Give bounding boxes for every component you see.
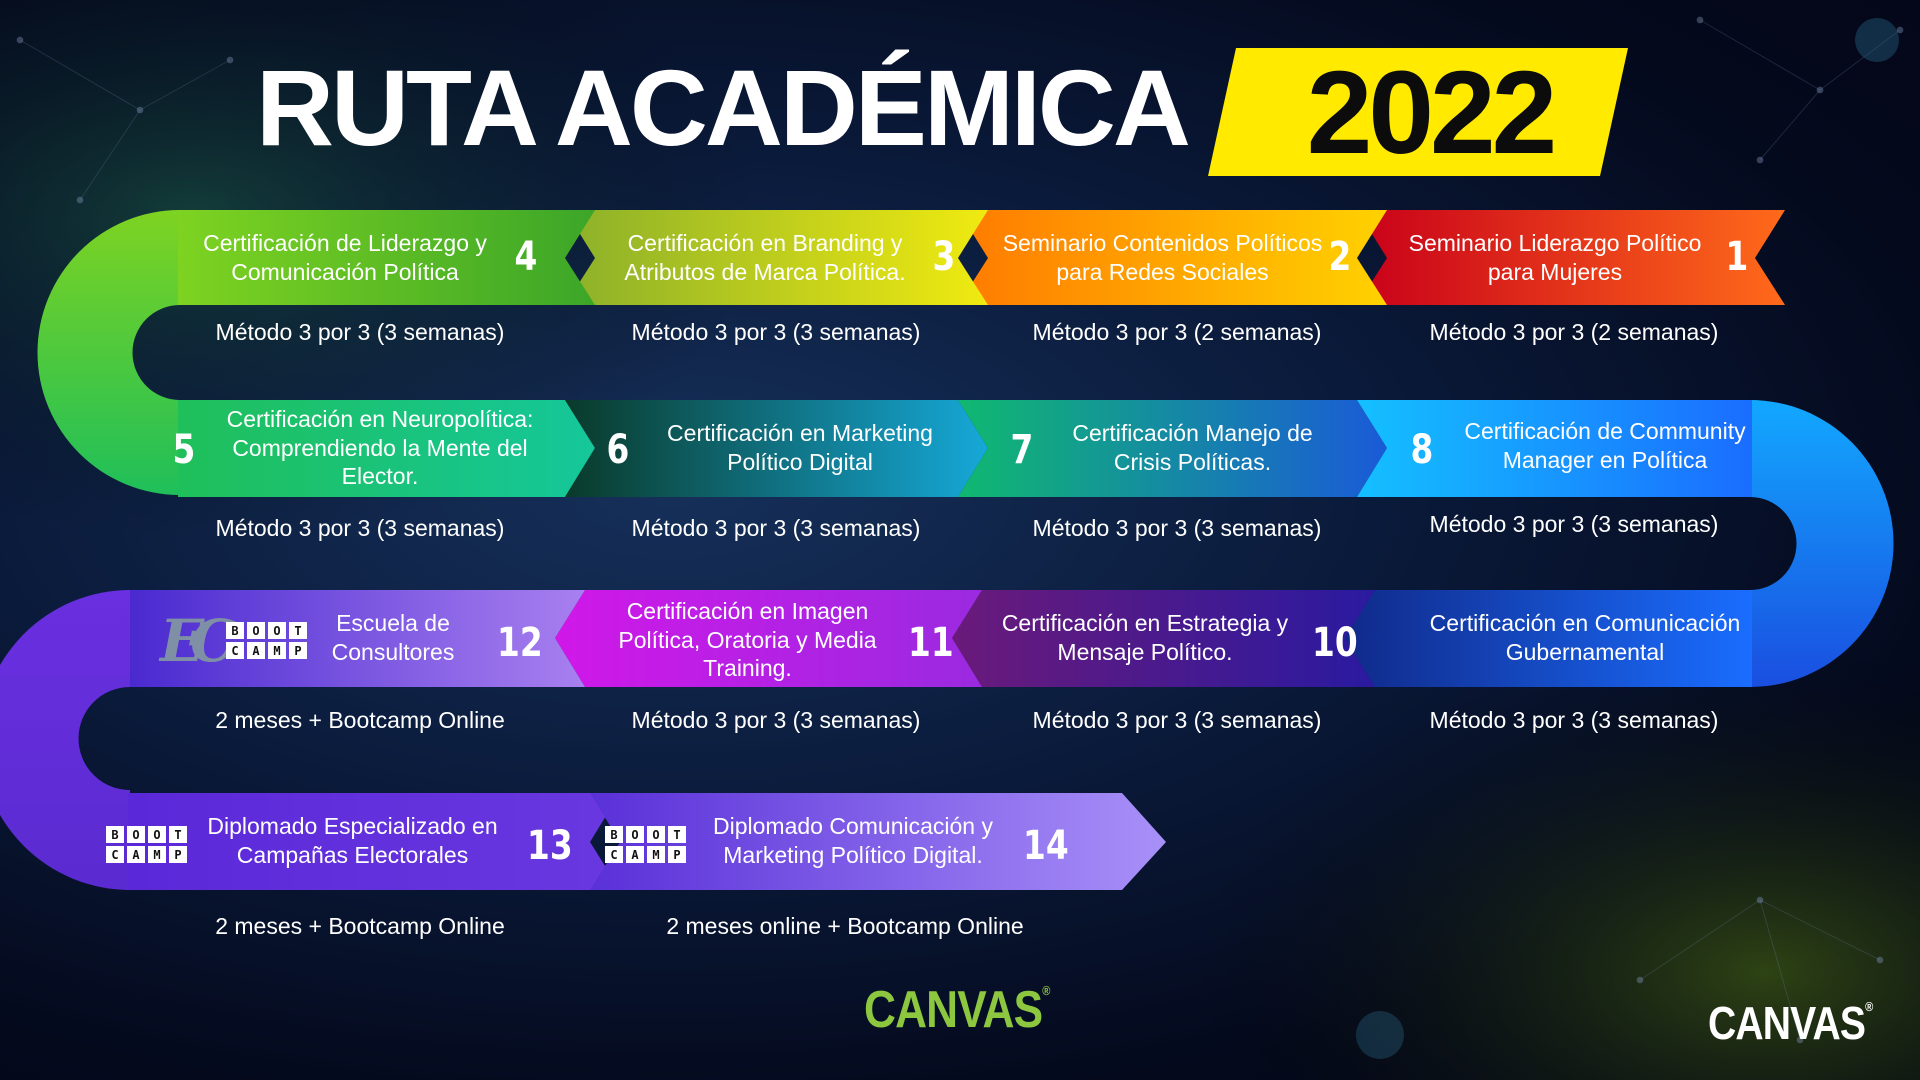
step-5-method: Método 3 por 3 (3 semanas) [215, 515, 505, 541]
step-14-label: Diplomado Comunicación y Marketing Político Digital. [713, 813, 993, 868]
step-1-label: Seminario Liderazgo Político para Mujeres [1408, 230, 1702, 285]
step-12-label: Escuela de Consultores [331, 610, 455, 665]
year-label: 2022 [1306, 47, 1554, 179]
step-2-label: Seminario Contenidos Políticos para Redes Sociales [1002, 230, 1323, 285]
step-8-label: Certificación de Community Manager en Política [1464, 418, 1746, 473]
step-9-label: Certificación en Comunicación Gubernamental [1429, 610, 1741, 665]
step-5-label: Certificación en Neuropolítica: Comprendiendo la Mente del Elector. [226, 405, 534, 490]
bootcamp-logo-13: B O O T C A M P [106, 826, 187, 863]
step-8-method: Método 3 por 3 (3 semanas) [1429, 511, 1719, 537]
step-13-method: 2 meses + Bootcamp Online [215, 913, 505, 939]
step-11-method: Método 3 por 3 (3 semanas) [631, 707, 921, 733]
bootcamp-logo-14: B O O T C A M P [605, 826, 686, 863]
step-4-method: Método 3 por 3 (3 semanas) [215, 319, 505, 345]
step-6-label: Certificación en Marketing Político Digital [667, 420, 933, 475]
step-13-number: 13 [527, 823, 573, 869]
step-2-method: Método 3 por 3 (2 semanas) [1032, 319, 1322, 345]
canvas-logo-right: CANVAS® [1708, 997, 1873, 1049]
ec-logo: EC [160, 607, 223, 675]
step-11-label: Certificación en Imagen Política, Oratoria y Media Training. [618, 597, 877, 682]
step-1-number: 1 [1725, 234, 1749, 280]
step-2-number: 2 [1328, 234, 1352, 280]
step-7-label: Certificación Manejo de Crisis Políticas. [1072, 420, 1313, 475]
step-4-number: 4 [514, 234, 538, 280]
step-8-number: 8 [1410, 427, 1434, 473]
step-11-number: 11 [908, 620, 954, 666]
step-12-method: 2 meses + Bootcamp Online [215, 707, 505, 733]
step-5-number: 5 [172, 427, 196, 473]
canvas-logo-center: CANVAS® [864, 981, 1050, 1039]
step-10-number: 10 [1312, 620, 1358, 666]
step-6-method: Método 3 por 3 (3 semanas) [631, 515, 921, 541]
step-1-method: Método 3 por 3 (2 semanas) [1429, 319, 1719, 345]
step-14-method: 2 meses online + Bootcamp Online [666, 913, 1024, 939]
step-9-method: Método 3 por 3 (3 semanas) [1429, 707, 1719, 733]
step-7-method: Método 3 por 3 (3 semanas) [1032, 515, 1322, 541]
step-12-number: 12 [497, 620, 543, 666]
step-3-label: Certificación en Branding y Atributos de Marca Política. [624, 230, 906, 285]
step-7-number: 7 [1010, 427, 1034, 473]
route-turn-left-1 [38, 210, 180, 495]
step-14-number: 14 [1023, 823, 1069, 869]
step-4-label: Certificación de Liderazgo y Comunicación Política [203, 230, 487, 285]
step-13-label: Diplomado Especializado en Campañas Electorales [207, 813, 498, 868]
page-title: RUTA ACADÉMICA [256, 47, 1188, 168]
step-10-method: Método 3 por 3 (3 semanas) [1032, 707, 1322, 733]
step-3-number: 3 [932, 234, 956, 280]
bootcamp-logo-12: B O O T C A M P [226, 622, 307, 659]
step-10-label: Certificación en Estrategia y Mensaje Político. [1001, 610, 1289, 665]
step-3-method: Método 3 por 3 (3 semanas) [631, 319, 921, 345]
step-6-number: 6 [606, 427, 630, 473]
